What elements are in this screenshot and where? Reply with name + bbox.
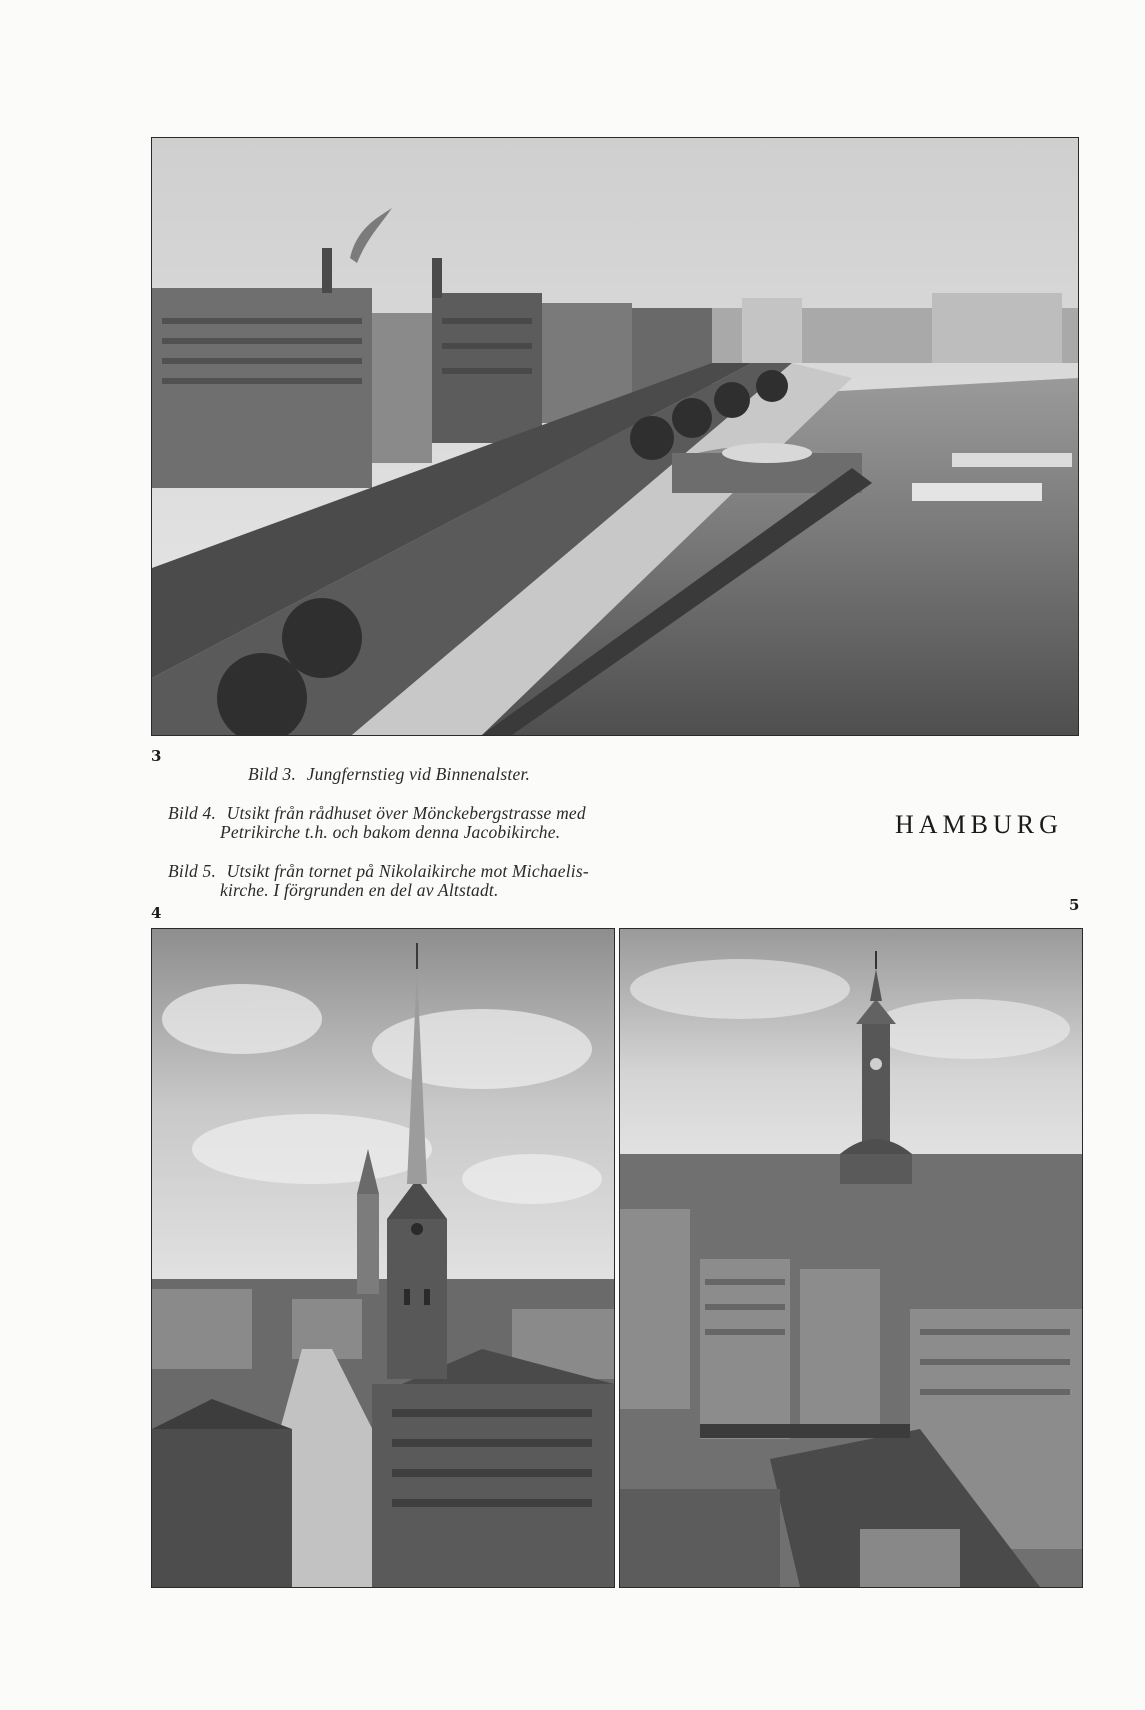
caption-bild-3 [248, 765, 530, 784]
jungfernstieg-scene [152, 138, 1078, 735]
section-title: HAMBURG [895, 810, 1063, 839]
photo-michaeliskirche [619, 928, 1083, 1588]
caption-bild-4 [168, 804, 586, 842]
caption-text: Utsikt från tornet på Nikolaikirche mot Michaelis- [226, 861, 589, 881]
photo-jungfernstieg [151, 137, 1079, 736]
caption-text-continued: Petrikirche t.h. och bakom denna Jacobikirche. [220, 822, 561, 842]
michaeliskirche-scene [620, 929, 1082, 1587]
caption-text: Utsikt från rådhuset över Mönckebergstrasse med [226, 803, 586, 823]
caption-label: Bild 3. [248, 764, 297, 784]
photo-number-5: 5 [1069, 896, 1080, 914]
moenckebergstrasse-scene [152, 929, 614, 1587]
photo-number-4: 4 [151, 904, 162, 922]
caption-text: Jungfernstieg vid Binnenalster. [306, 764, 531, 784]
caption-label: Bild 4. [168, 803, 217, 823]
caption-text-continued: kirche. I förgrunden en del av Altstadt. [220, 880, 499, 900]
photo-moenckebergstrasse [151, 928, 615, 1588]
photo-number-3: 3 [151, 747, 162, 765]
caption-label: Bild 5. [168, 861, 217, 881]
caption-bild-5 [168, 862, 589, 900]
